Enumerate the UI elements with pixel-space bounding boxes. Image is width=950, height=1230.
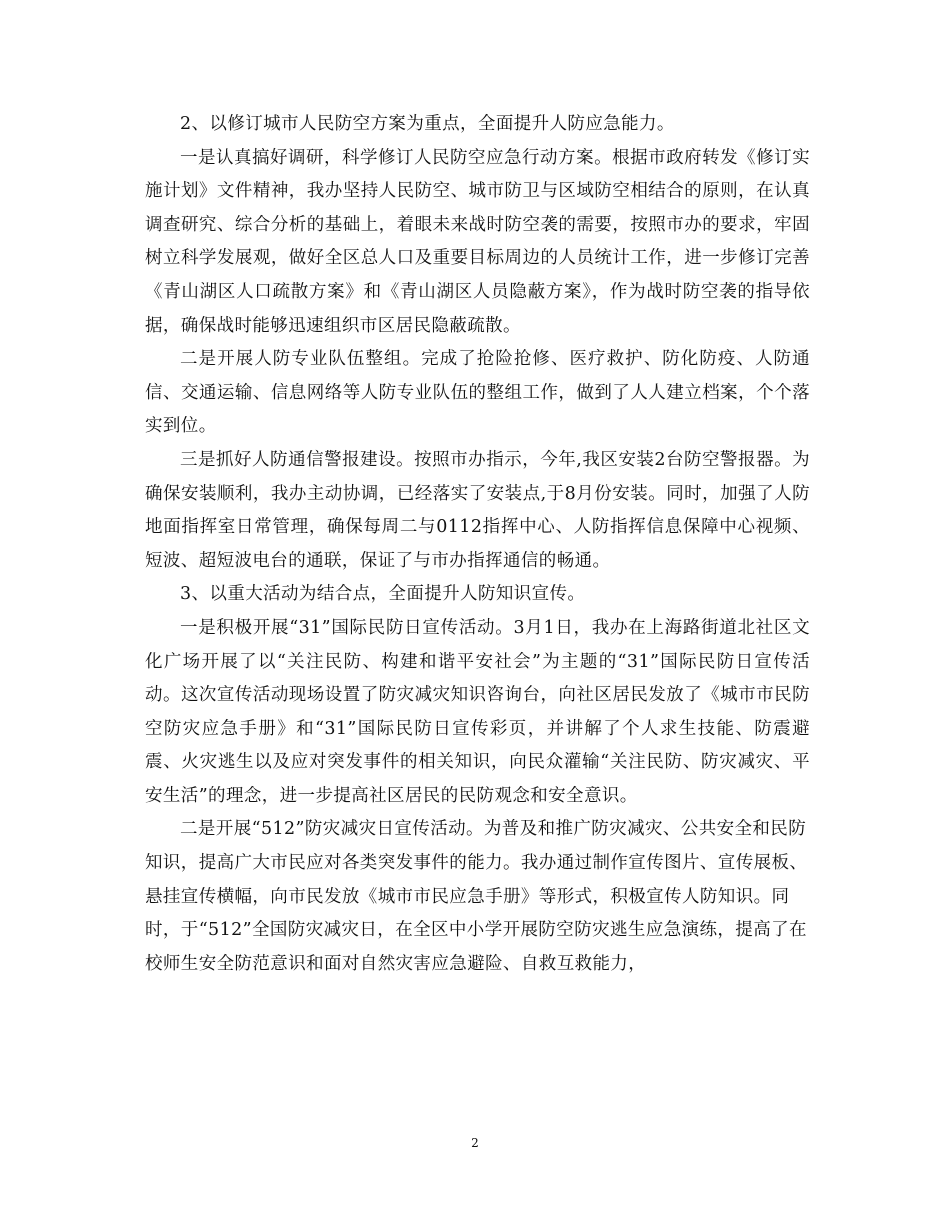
document-body: [145, 108, 810, 981]
paragraph-plan-revision: 一是认真搞好调研，科学修订人民防空应急行动方案。根据市政府转发《修订实施计划》文件精神，我办坚持人民防空、城市防卫与区域防空相结合的原则，在认真调查研究、综合分析的基础上，着眼未来战时防空袭的需要，按照市办的要求，牢固树立科学发展观，做好全区总人口及重要目标周边的人员统计工作，进一步修订完善《青山湖区人口疏散方案》和《青山湖区人员隐蔽方案》，作为战时防空袭的指导依据，确保战时能够迅速组织市区居民隐蔽疏散。: [145, 147, 810, 336]
page-number: 2: [471, 1136, 479, 1150]
paragraph-heading-3: 3、以重大活动为结合点，全面提升人防知识宣传。: [180, 584, 586, 605]
paragraph-heading-2: 2、以修订城市人民防空方案为重点，全面提升人防应急能力。: [180, 114, 675, 134]
paragraph-team-reorganization: 二是开展人防专业队伍整组。完成了抢险抢修、医疗救护、防化防疫、人防通信、交通运输、信息网络等人防专业队伍的整组工作，做到了人人建立档案，个个落实到位。: [145, 349, 810, 437]
paragraph-disaster-reduction-day: 二是开展“512”防灾减灾日宣传活动。为普及和推广防灾减灾、公共安全和民防知识，提高广大市民应对各类突发事件的能力。我办通过制作宣传图片、宣传展板、悬挂宣传横幅，向市民发放《城市市民应急手册》等形式，积极宣传人防知识。同时，于“512”全国防灾减灾日，在全区中小学开展防空防灾逃生应急演练，提高了在校师生安全防范意识和面对自然灾害应急避险、自救互救能力，: [145, 819, 808, 974]
paragraph-alarm-construction: 三是抓好人防通信警报建设。按照市办指示，今年,我区安装2台防空警报器。为确保安装顺利，我办主动协调，已经落实了安装点,于8月份安装。同时，加强了人防地面指挥室日常管理，确保每周二与0112指挥中心、人防指挥信息保障中心视频、短波、超短波电台的通联，保证了与市办指挥通信的畅通。: [145, 449, 810, 571]
paragraph-civil-defense-day: 一是积极开展“31”国际民防日宣传活动。3月1日，我办在上海路街道北社区文化广场开展了以“关注民防、构建和谐平安社会”为主题的“31”国际民防日宣传活动。这次宣传活动现场设置了防灾减灾知识咨询台，向社区居民发放了《城市市民防空防灾应急手册》和“31”国际民防日宣传彩页，并讲解了个人求生技能、防震避震、火灾逃生以及应对突发事件的相关知识，向民众灌输“关注民防、防灾减灾、平安生活”的理念，进一步提高社区居民的民防观念和安全意识。: [145, 617, 810, 806]
